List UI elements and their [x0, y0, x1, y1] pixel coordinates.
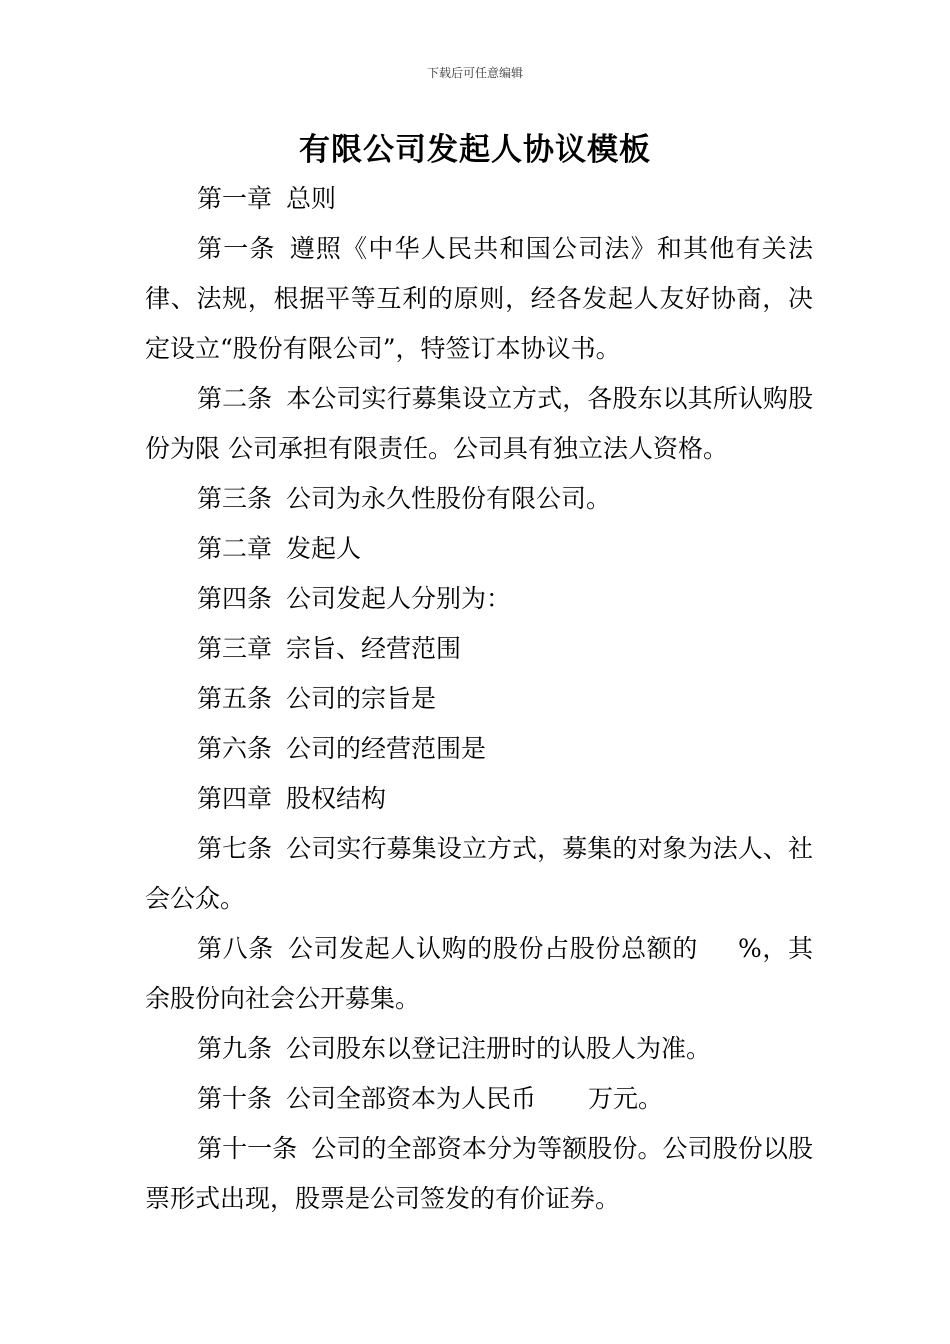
paragraph-text: 公司股东以登记注册时的认股人为准。: [286, 1034, 712, 1063]
paragraph-text: 总则: [286, 184, 337, 213]
paragraph-text: 公司发起人分别为：: [286, 584, 512, 613]
paragraph-label: 第十条: [197, 1084, 273, 1113]
article-9: [145, 1024, 813, 1074]
paragraph-text: %，其余股份向社会公开募集。: [145, 934, 813, 1013]
article-8: [145, 924, 813, 1024]
paragraph-text: 公司的全部资本分为等额股份。公司股份以股票形式出现，股票是公司签发的有价证券。: [145, 1134, 813, 1213]
paragraph-text: 公司为永久性股份有限公司。: [286, 484, 612, 513]
document-title: 有限公司发起人协议模板: [299, 132, 651, 168]
paragraph-label: 第四条: [197, 584, 273, 613]
paragraph-label: 第八条: [197, 934, 274, 963]
paragraph-text: 万元。: [588, 1084, 664, 1113]
paragraph-label: 第五条: [197, 684, 273, 713]
article-3: [145, 474, 813, 524]
paragraph-label: 第七条: [197, 834, 273, 863]
article-10: [145, 1074, 813, 1124]
paragraph-text: 公司全部资本为人民币: [286, 1084, 537, 1113]
paragraph-label: 第九条: [197, 1034, 273, 1063]
paragraph-text: 发起人: [286, 534, 362, 563]
paragraph-label: 第一章: [197, 184, 273, 213]
chapter-4-heading: [145, 774, 813, 824]
paragraph-text: 本公司实行募集设立方式，各股东以其所认购股份为限 公司承担有限责任。公司具有独立法人资格。: [145, 384, 813, 463]
paragraph-label: 第三条: [197, 484, 273, 513]
paragraph-label: 第二条: [197, 384, 273, 413]
paragraph-text: 公司发起人认购的股份占股份总额的: [287, 934, 698, 963]
paragraph-label: 第二章: [197, 534, 273, 563]
paragraph-label: 第四章: [197, 784, 273, 813]
chapter-3-heading: [145, 624, 813, 674]
paragraph-text: 公司实行募集设立方式，募集的对象为法人、社会公众。: [145, 834, 813, 913]
article-6: [145, 724, 813, 774]
paragraph-text: 公司的宗旨是: [286, 684, 437, 713]
paragraph-text: 股权结构: [286, 784, 387, 813]
paragraph-label: 第十一条: [197, 1134, 298, 1163]
article-7: [145, 824, 813, 924]
article-5: [145, 674, 813, 724]
document-body: [145, 174, 813, 1224]
header-note: 下载后可任意编辑: [426, 66, 523, 80]
article-1: [145, 224, 813, 374]
article-2: [145, 374, 813, 474]
chapter-1-heading: [145, 174, 813, 224]
article-11: [145, 1124, 813, 1224]
paragraph-label: 第六条: [197, 734, 273, 763]
chapter-2-heading: [145, 524, 813, 574]
paragraph-text: 公司的经营范围是: [286, 734, 487, 763]
article-4: [145, 574, 813, 624]
paragraph-label: 第一条: [197, 234, 276, 263]
paragraph-label: 第三章: [197, 634, 273, 663]
paragraph-text: 遵照《中华人民共和国公司法》和其他有关法律、法规，根据平等互利的原则，经各发起人友好协商，决定设立“股份有限公司”，特签订本协议书。: [145, 234, 813, 363]
paragraph-text: 宗旨、经营范围: [286, 634, 462, 663]
